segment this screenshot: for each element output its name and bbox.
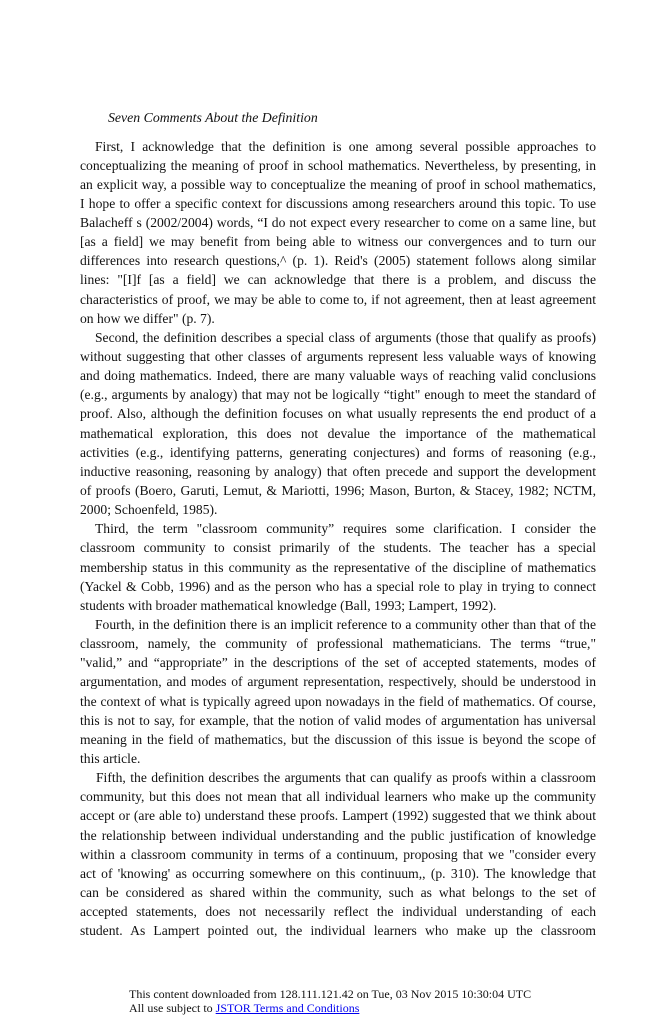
- text-line: argumentation, and modes of argument representation, respectively, should be understood in: [80, 674, 596, 690]
- text-line: students with broader mathematical knowledge (Ball, 1993; Lampert, 1992).: [80, 597, 497, 613]
- text-line: proof. Also, although the definition focuses on what usually represents the end product of a: [80, 406, 596, 422]
- text-line: I hope to offer a specific context for discussions among researchers around this topic. To use: [80, 195, 596, 211]
- text-line: an explicit way, a possible way to conceptualize the meaning of proof in school mathematics,: [80, 176, 596, 192]
- text-line: Balacheff s (2002/2004) words, “I do not expect every researcher to come on a same line, but: [80, 215, 596, 231]
- text-line: accept or (are able to) understand these proofs. Lampert (1992) suggested that we think about: [80, 808, 596, 824]
- article-body: [80, 137, 596, 941]
- text-line: the relationship between individual understanding and the public justification of knowledge: [80, 827, 596, 843]
- terms-line: [129, 1001, 531, 1015]
- section-heading: Seven Comments About the Definition: [108, 110, 318, 125]
- text-line: [as a field] we may benefit from being able to witness our convergences and to turn our: [80, 234, 596, 250]
- text-line: student. As Lampert pointed out, the individual learners who make up the classroom: [80, 923, 596, 939]
- text-line: differences into research questions,^ (p. 1). Reid's (2005) statement follows along similar: [80, 253, 596, 269]
- text-line: mathematical exploration, this does not devalue the importance of the mathematical: [80, 425, 596, 441]
- text-line: and doing mathematics. Indeed, there are many valuable ways of reaching valid conclusions: [80, 368, 596, 384]
- paragraph-third-comment: [80, 519, 596, 615]
- text-line: Second, the definition describes a special class of arguments (those that qualify as proofs): [95, 329, 596, 345]
- text-line: within a classroom community in terms of a continuum, proposing that we "consider every: [80, 846, 596, 862]
- text-line: act of 'knowing' as occurring somewhere on this continuum,, (p. 310). The knowledge that: [80, 865, 596, 881]
- text-line: classroom, namely, the community of professional mathematicians. The terms “true,": [80, 636, 596, 652]
- text-line: activities (e.g., identifying patterns, generating conjectures) and forms of reasoning (e.g.,: [80, 444, 596, 460]
- text-line: inductive reasoning, reasoning by analogy) that often precede and support the development: [80, 463, 596, 479]
- text-line: characteristics of proof, we may be able to come to, if not agreement, then at least agreement: [80, 291, 596, 307]
- text-line: First, I acknowledge that the definition is one among several possible approaches to: [95, 138, 596, 154]
- text-line: (Yackel & Cobb, 1996) and as the person who has a special role to play in trying to connect: [80, 578, 596, 594]
- text-line: 2000; Schoenfeld, 1985).: [80, 502, 218, 518]
- text-line: membership status in this community as the representative of the discipline of mathematics: [80, 559, 596, 575]
- text-line: Third, the term "classroom community” requires some clarification. I consider the: [95, 521, 596, 537]
- text-line: the context of what is typically agreed upon nowadays in the field of mathematics. Of course,: [80, 693, 596, 709]
- text-line: this is not to say, for example, that the notion of valid modes of argumentation has universal: [80, 712, 596, 728]
- text-line: accepted statements, does not necessarily reflect the individual understanding of each: [80, 904, 596, 920]
- paragraph-fifth-comment: [80, 768, 596, 940]
- text-line: meaning in the field of mathematics, but the discussion of this issue is beyond the scope of: [80, 731, 596, 747]
- text-line: Fifth, the definition describes the arguments that can qualify as proofs within a classroom: [96, 770, 596, 786]
- paragraph-second-comment: [80, 328, 596, 519]
- text-line: Fourth, in the definition there is an implicit reference to a community other than that of the: [95, 617, 596, 633]
- text-line: classroom community to consist primarily of the students. The teacher has a special: [80, 540, 596, 556]
- text-line: "valid,” and “appropriate” in the descriptions of the set of accepted statements, modes of: [80, 655, 596, 671]
- text-line: conceptualizing the meaning of proof in school mathematics. Nevertheless, by presenting, in: [80, 157, 596, 173]
- text-line: (e.g., arguments by analogy) that may not be logically “tight" enough to meet the standard of: [80, 387, 596, 403]
- text-line: without suggesting that other classes of arguments represent less valuable ways of knowing: [80, 349, 596, 365]
- download-notice: This content downloaded from 128.111.121.42 on Tue, 03 Nov 2015 10:30:04 UTC: [129, 987, 532, 1001]
- text-line: of proofs (Boero, Garuti, Lemut, & Mariotti, 1996; Mason, Burton, & Stacey, 1982; NCTM,: [80, 483, 596, 499]
- paragraph-fourth-comment: [80, 615, 596, 768]
- jstor-terms-link[interactable]: JSTOR Terms and Conditions: [215, 1001, 360, 1015]
- text-line: can be considered as shared within the community, such as what belongs to the set of: [80, 884, 596, 900]
- download-footer: [129, 987, 531, 1015]
- text-line: on how we differ" (p. 7).: [80, 310, 215, 326]
- text-line: lines: "[I]f [as a field] we can acknowledge that there is a problem, and discuss the: [80, 272, 596, 288]
- text-line: community, but this does not mean that all individual learners who make up the community: [80, 789, 596, 805]
- paragraph-first-comment: [80, 137, 596, 328]
- text-line: this article.: [80, 751, 141, 766]
- terms-prefix: All use subject to: [129, 1001, 216, 1015]
